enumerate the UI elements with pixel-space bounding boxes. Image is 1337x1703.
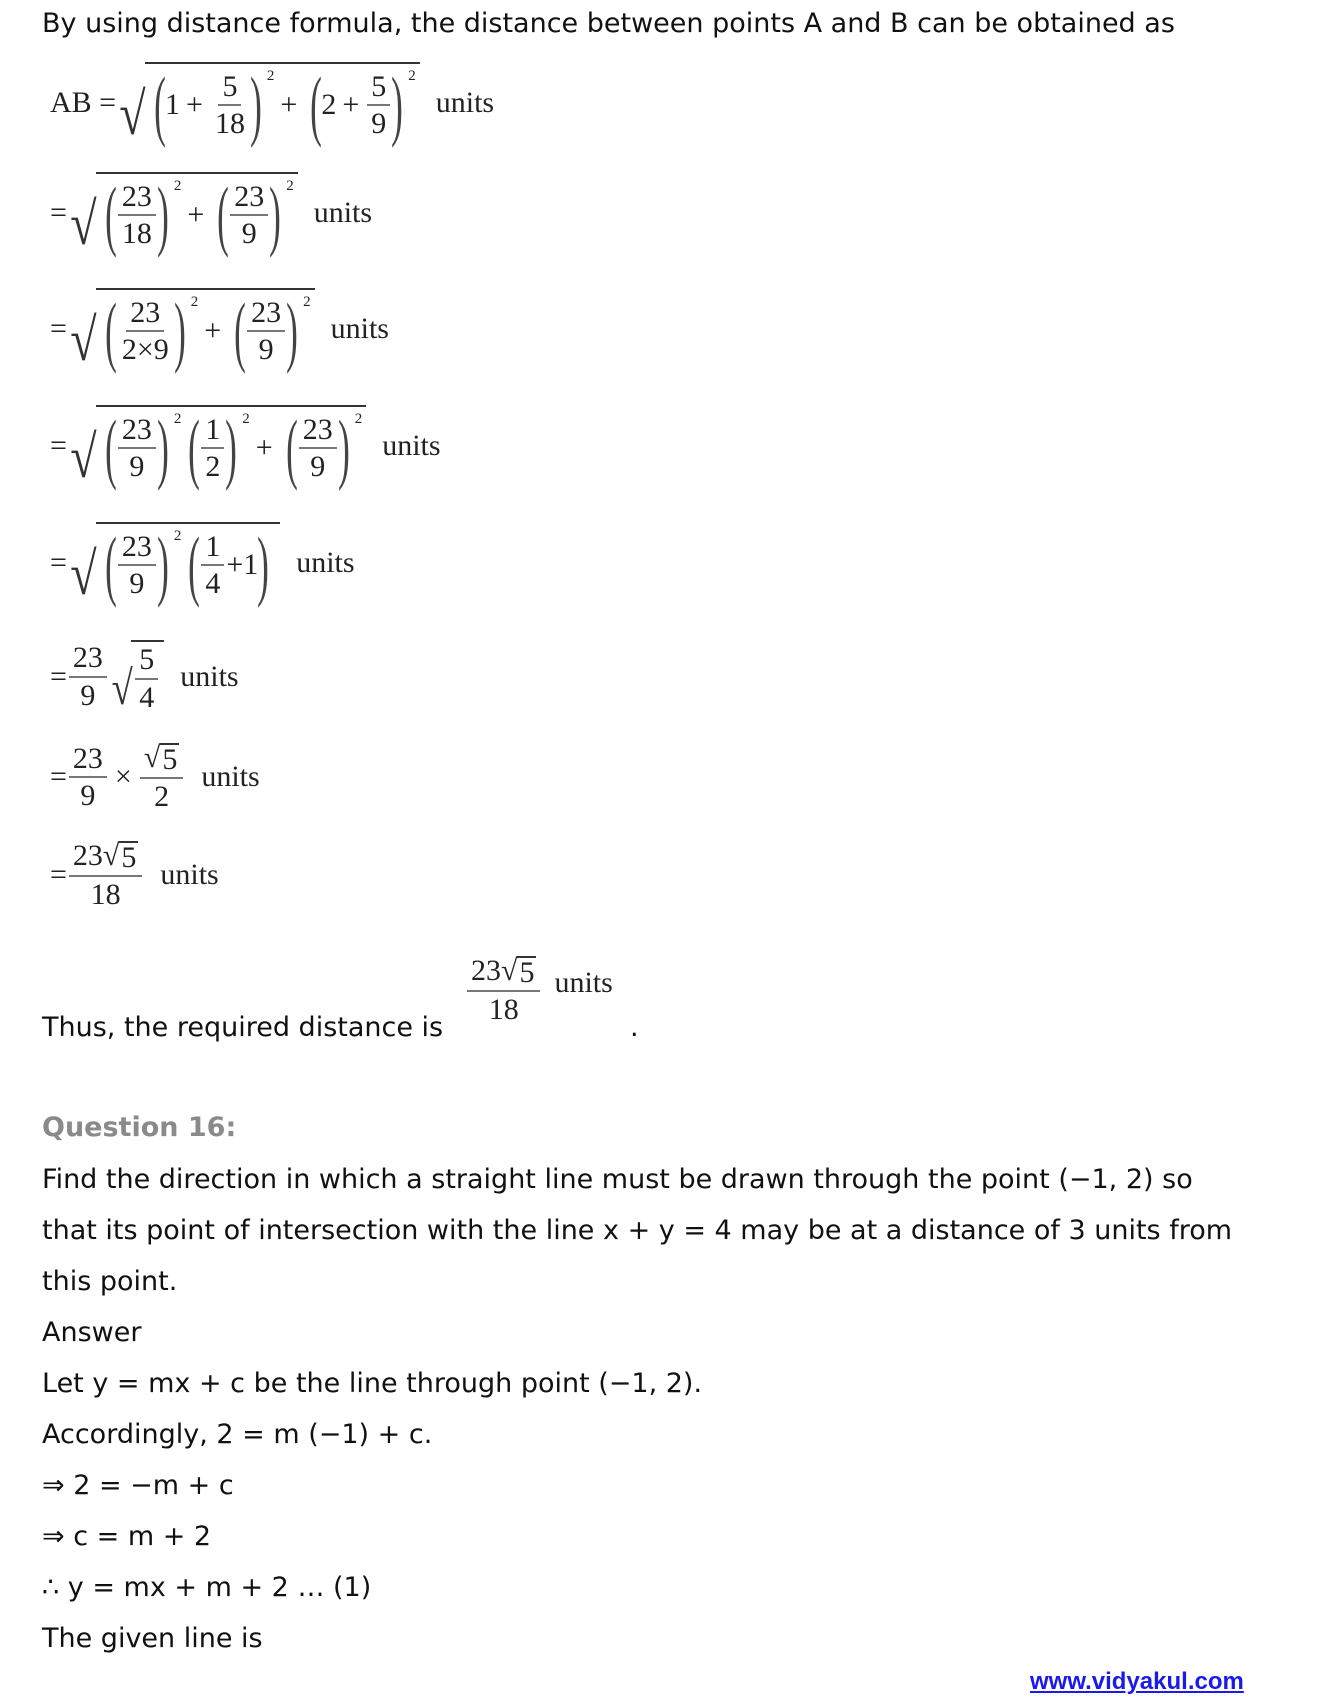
equals-sign: = (50, 546, 67, 579)
units-label: units (180, 659, 239, 693)
period: . (630, 1012, 639, 1043)
units-label: units (330, 312, 389, 345)
radical-icon: √ (70, 424, 97, 490)
equals-sign: = (50, 858, 67, 892)
fraction: 23 √ 5 18 (69, 840, 142, 911)
website-link[interactable]: www.vidyakul.com (1030, 1668, 1244, 1695)
radical-icon: √ (501, 954, 518, 987)
plus-sign: + (186, 88, 203, 121)
fraction: ( $\frac{1}{4}$ (201, 531, 224, 600)
square-root (109, 640, 164, 713)
square-root (116, 62, 420, 147)
plus-sign: + (187, 198, 205, 231)
intro-text: By using distance formula, the distance between points A and B can be obtained as (42, 8, 1175, 39)
exponent: 2 (286, 178, 294, 194)
fraction: 23 √ 5 18 (467, 955, 540, 1026)
times-sign: × (114, 760, 132, 794)
answer-label: Answer (42, 1317, 142, 1348)
answer-line: Accordingly, 2 = m (−1) + c. (42, 1419, 433, 1450)
exponent: 2 (190, 294, 199, 310)
exponent: 2 (354, 411, 363, 427)
fraction: $\frac{5}{9}$ (367, 71, 390, 140)
conclusion-text: Thus, the required distance is (42, 1012, 444, 1043)
question-title: Question 16: (42, 1112, 237, 1143)
radical-icon: √ (70, 307, 97, 373)
exponent: 2 (266, 68, 275, 84)
square-root (67, 522, 280, 607)
units-label: units (554, 966, 613, 1000)
fraction: ( $\frac{23}{9}$ (299, 414, 337, 483)
fraction: ( $\frac{23}{9}$ (230, 181, 268, 250)
fraction: ( $\frac{23}{9}$ (118, 414, 156, 483)
term: ( 2 (321, 88, 337, 121)
term: ( 1 (165, 88, 181, 121)
formula-step-8 (50, 840, 219, 911)
fraction: √ 5 2 (140, 742, 183, 813)
fraction: ( $\frac{23}{2\times 9}$ (121, 295, 169, 366)
exponent: 2 (242, 411, 250, 427)
equals-sign: = (50, 659, 67, 693)
formula-step-5 (50, 522, 355, 607)
radical-icon: √ (102, 839, 120, 872)
term: +1 (226, 548, 259, 581)
equals-sign: = (50, 429, 67, 462)
equals-sign: = (50, 196, 67, 229)
fraction: ( $\frac{23}{18}$ (118, 181, 156, 250)
exponent: 2 (173, 411, 182, 427)
fraction: $\frac{5}{18}$ (214, 69, 245, 140)
answer-line: ⇒ c = m + 2 (42, 1521, 212, 1552)
exponent: 2 (408, 68, 416, 84)
formula-step-7 (50, 742, 260, 813)
question-line: Find the direction in which a straight line must be drawn through the point (−1, 2) so (42, 1164, 1193, 1195)
units-label: units (201, 760, 260, 794)
equals-sign: = (50, 312, 67, 345)
units-label: units (435, 86, 495, 119)
formula-step-6 (50, 640, 239, 713)
answer-line: ⇒ 2 = −m + c (42, 1470, 234, 1501)
fraction: ( $\frac{23}{9}$ (118, 531, 156, 600)
plus-sign: + (255, 431, 273, 464)
formula-step-1 (50, 62, 495, 147)
equals-sign: = (50, 760, 67, 794)
square-root (67, 172, 298, 257)
radical-icon: √ (70, 541, 97, 607)
square-root (67, 405, 366, 490)
question-line: that its point of intersection with the line x + y = 4 may be at a distance of 3 units from (42, 1215, 1233, 1246)
plus-sign: + (280, 88, 298, 121)
units-label: units (382, 429, 441, 462)
fraction: ( $\frac{1}{2}$ (201, 414, 224, 483)
radical-icon: √ (143, 741, 161, 774)
formula-step-4 (50, 405, 441, 490)
plus-sign: + (204, 314, 222, 347)
fraction: ( $\frac{23}{9}$ (247, 297, 285, 366)
units-label: units (313, 196, 373, 229)
answer-line: ∴ y = mx + m + 2 … (1) (42, 1572, 372, 1603)
conclusion-formula (465, 955, 613, 1026)
radical-icon: √ (111, 662, 133, 715)
fraction: $\frac{23}{9}$ (69, 743, 107, 812)
lhs-label: AB = (50, 86, 117, 119)
radical-icon: √ (70, 191, 97, 257)
question-line: this point. (42, 1266, 178, 1297)
formula-step-2 (50, 172, 373, 257)
exponent: 2 (303, 294, 311, 310)
units-label: units (296, 546, 355, 579)
units-label: units (160, 858, 219, 892)
fraction: $\frac{5}{4}$ (135, 644, 158, 713)
exponent: 2 (173, 528, 182, 544)
plus-sign: + (342, 88, 360, 121)
radical-icon: √ (119, 81, 146, 147)
square-root (67, 288, 315, 373)
exponent: 2 (173, 178, 182, 194)
answer-line: The given line is (42, 1623, 263, 1654)
formula-step-3 (50, 288, 389, 373)
fraction: $\frac{23}{9}$ (69, 642, 107, 711)
answer-line: Let y = mx + c be the line through point (−1, 2). (42, 1368, 703, 1399)
